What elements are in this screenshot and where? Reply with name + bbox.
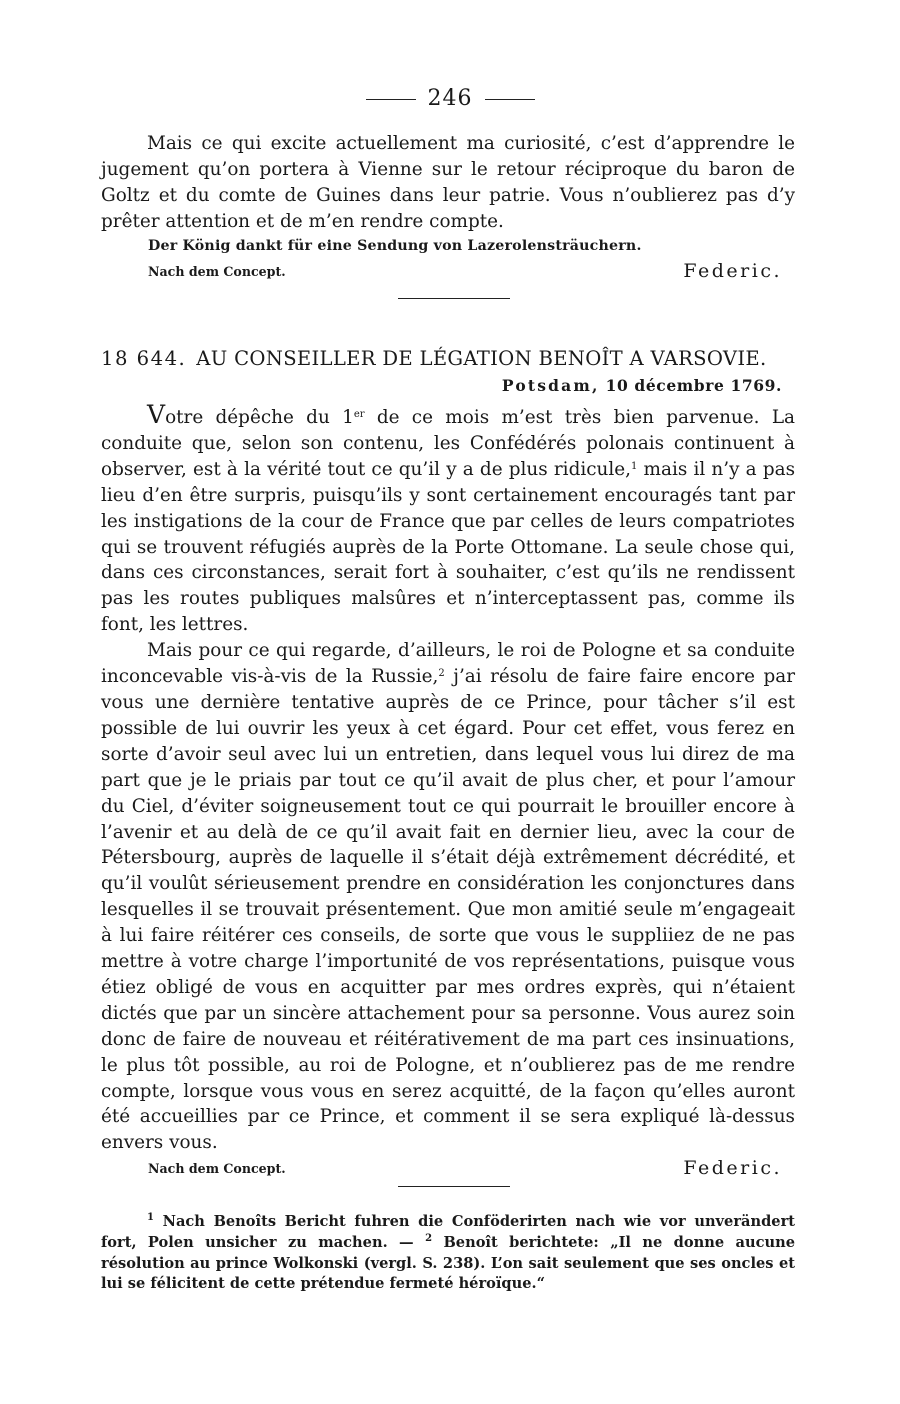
initial-letter: V bbox=[147, 400, 166, 429]
p2-text-a: Mais pour ce qui regarde, d’ailleurs, le roi de Pologne et sa conduite inconcevable vis-à-vis de la Russie, bbox=[101, 640, 795, 688]
footnote-2: Benoît berichtete: „Il ne donne aucune résolution au prince Wolkonski (vergl. S. 238). L’on sait seulement que ses oncles et lui se félicitent de cette prétendue fermeté héroïque.“ bbox=[101, 1233, 795, 1293]
footnote-text bbox=[101, 1212, 795, 1295]
p1-text-b: de ce mois m’est très bien parvenue. La conduite que, selon son contenu, les Confédérés polonais continuent à observer, est à la vérité tout ce qu’il y a de plus ridicule, bbox=[101, 407, 795, 480]
superscript-er: er bbox=[353, 409, 365, 420]
p1-text-a: otre dépêche du 1 bbox=[165, 407, 354, 428]
page-number: 246 bbox=[427, 86, 473, 111]
header-dash-left bbox=[366, 99, 416, 100]
header-dash-right bbox=[485, 99, 535, 100]
letter-addressee: AU CONSEILLER DE LÉGATION BENOÎT A VARSOVIE. bbox=[196, 347, 767, 370]
p1-text-c: mais il n’y a pas lieu d’en être surpris, puisqu’ils y sont certainement encouragés tant par les instigations de la cour de France que par celles de leurs compatriotes qui se trouvent réfugiés auprès de la Porte Ottomane. La seule chose qui, dans ces circonstances, serait fort à souhaiter, c’est qu’ils ne rendissent pas les routes publiques malsûres et n’interceptassent pas, comme ils font, les lettres. bbox=[101, 458, 796, 636]
letter-heading bbox=[101, 347, 801, 370]
letter-paragraph-2 bbox=[101, 638, 795, 1156]
dateline-place: Potsdam, bbox=[501, 376, 600, 395]
editorial-note: Der König dankt für eine Sendung von Lazerolensträuchern. bbox=[148, 238, 642, 254]
running-header bbox=[0, 86, 900, 111]
letter-source-note: Nach dem Concept. bbox=[148, 1161, 286, 1176]
letter-signature: Federic. bbox=[683, 1157, 782, 1179]
source-note: Nach dem Concept. bbox=[148, 264, 286, 279]
letter-number: 18 644. bbox=[101, 347, 187, 370]
footnote-separator bbox=[398, 1186, 510, 1187]
footnote-1: Nach Benoîts Bericht fuhren die Conföderirten nach wie vor unverändert fort, Polen unsicher zu machen. — bbox=[101, 1213, 795, 1251]
footnote-ref-2[interactable]: 2 bbox=[438, 668, 445, 680]
footnote-mark-1: 1 bbox=[147, 1212, 154, 1223]
dateline-date: 10 décembre 1769. bbox=[605, 376, 782, 395]
footnote-ref-1[interactable]: 1 bbox=[630, 460, 638, 472]
letter-body bbox=[101, 402, 795, 1156]
footnotes bbox=[101, 1212, 795, 1295]
letter-paragraph-1 bbox=[101, 402, 795, 638]
footnote-mark-2: 2 bbox=[425, 1232, 433, 1244]
signature: Federic. bbox=[683, 260, 782, 282]
dateline bbox=[502, 376, 782, 395]
p2-text-b: j’ai résolu de faire faire encore par vous une dernière tentative auprès de ce Prince, pour tâcher s’il est possible de lui ouvrir les yeux à cet égard. Pour cet effet, vous ferez en sorte d’avoir seul avec lui un entretien, dans lequel vous lui direz de ma part que je le priais par tout ce qu’il avait de plus cher, et pour l’amour du Ciel, d’éviter soigneusement tout ce qui pourrait le brouiller encore à l’avenir et au delà de ce qu’il avait fait en dernier lieu, avec la cour de Pétersbourg, auprès de laquelle il s’était déjà extrêmement décrédité, et qu’il voulût sérieusement prendre en considération les conjonctures dans lesquelles il se trouvait présentement. Que mon amitié seule m’engageait à lui faire réitérer ces conseils, de sorte que vous le suppliiez de ne pas mettre à votre charge l’importunité de vos représentations, puisque vous étiez obligé de vous en acquitter par mes ordres exprès, qui n’étaient dictés que par un sincère attachement pour sa personne. Vous aurez soin donc de faire de nouveau et réitérativement de ma part ces insinuations, le plus tôt possible, au roi de Pologne, et n’oublierez pas de me rendre compte, lorsque vous vous en serez acquitté, de la façon qu’elles auront été accueillies par ce Prince, et comment il se sera expliqué là-dessus envers vous. bbox=[101, 666, 795, 1154]
separator-rule bbox=[398, 298, 510, 299]
continuation-text: Mais ce qui excite actuellement ma curiosité, c’est d’apprendre le jugement qu’on portera à Vienne sur le retour réciproque du baron de Goltz et du comte de Guines dans leur patrie. Vous n’oublierez pas d’y prêter attention et de m’en rendre compte. bbox=[101, 133, 795, 232]
continuation-paragraph bbox=[101, 131, 795, 235]
